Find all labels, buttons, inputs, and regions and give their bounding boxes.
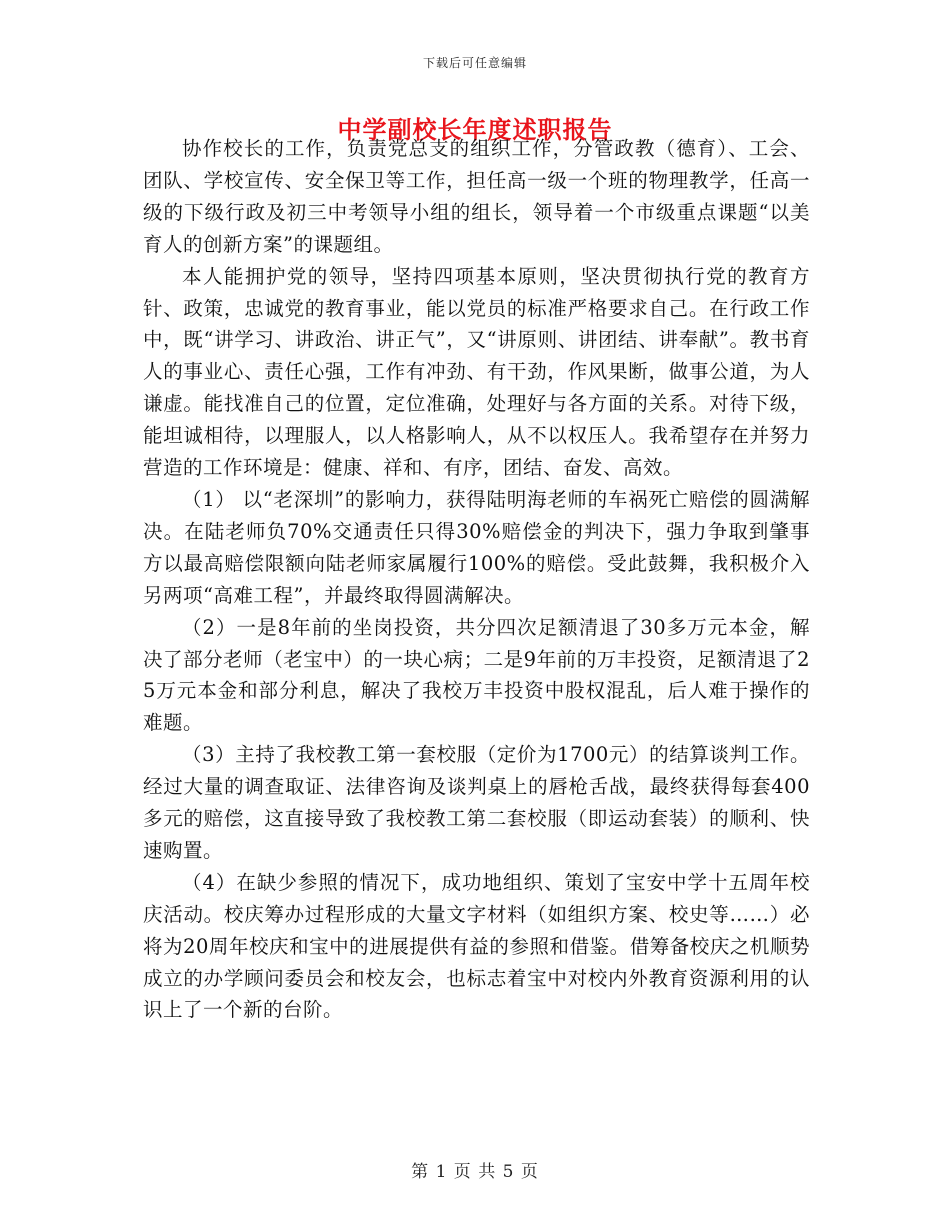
- paragraph-6: （4）在缺少参照的情况下，成功地组织、策划了宝安中学十五周年校庆活动。校庆筹办过程形成的大量文字材料（如组织方案、校史等……）必将为20周年校庆和宝中的进展提供有益的参照和借鉴。借筹备校庆之机顺势成立的办学顾问委员会和校友会，也标志着宝中对校内外教育资源利用的认识上了一个新的台阶。: [143, 870, 810, 1022]
- page-footer: [0, 1157, 950, 1182]
- paragraph-3: （1） 以“老深圳”的影响力，获得陆明海老师的车祸死亡赔偿的圆满解决。在陆老师负70%交通责任只得30%赔偿金的判决下，强力争取到肇事方以最高赔偿限额向陆老师家属履行100%的赔偿。受此鼓舞，我积极介入另两项“高难工程”，并最终取得圆满解决。: [143, 487, 810, 607]
- paragraph-2: 本人能拥护党的领导，坚持四项基本原则，坚决贯彻执行党的教育方针、政策，忠诚党的教育事业，能以党员的标准严格要求自己。在行政工作中，既“讲学习、讲政治、讲正气”，又“讲原则、讲团结、讲奉献”。教书育人的事业心、责任心强，工作有冲劲、有干劲，作风果断，做事公道，为人谦虚。能找准自己的位置，定位准确，处理好与各方面的关系。对待下级，能坦诚相待，以理服人，以人格影响人，从不以权压人。我希望存在并努力营造的工作环境是：健康、祥和、有序，团结、奋发、高效。: [143, 264, 810, 480]
- paragraph-4: （2）一是8年前的坐岗投资，共分四次足额清退了30多万元本金，解决了部分老师（老宝中）的一块心病；二是9年前的万丰投资，足额清退了25万元本金和部分利息，解决了我校万丰投资中股权混乱，后人难于操作的难题。: [143, 615, 810, 735]
- footer-total-prefix: 共: [478, 1162, 497, 1182]
- document-body: [143, 133, 810, 1026]
- footer-total-pages: 5: [502, 1162, 515, 1182]
- document-title: 中学副校长年度述职报告: [337, 115, 613, 144]
- paragraph-1: 协作校长的工作，负责党总支的组织工作，分管政教（德育）、工会、团队、学校宣传、安全保卫等工作，担任高一级一个班的物理教学，任高一级的下级行政及初三中考领导小组的组长，领导着一个市级重点课题“以美育人的创新方案”的课题组。: [143, 137, 810, 256]
- header-note: 下载后可任意编辑: [422, 56, 527, 70]
- footer-prefix: 第: [411, 1162, 430, 1182]
- paragraph-5: （3）主持了我校教工第一套校服（定价为1700元）的结算谈判工作。经过大量的调查取证、法律咨询及谈判桌上的唇枪舌战，最终获得每套400多元的赔偿，这直接导致了我校教工第二套校服（即运动套装）的顺利、快速购置。: [143, 743, 810, 862]
- footer-suffix: 页: [520, 1162, 539, 1182]
- footer-page-word: 页: [453, 1162, 472, 1182]
- footer-current-page: 1: [435, 1162, 448, 1182]
